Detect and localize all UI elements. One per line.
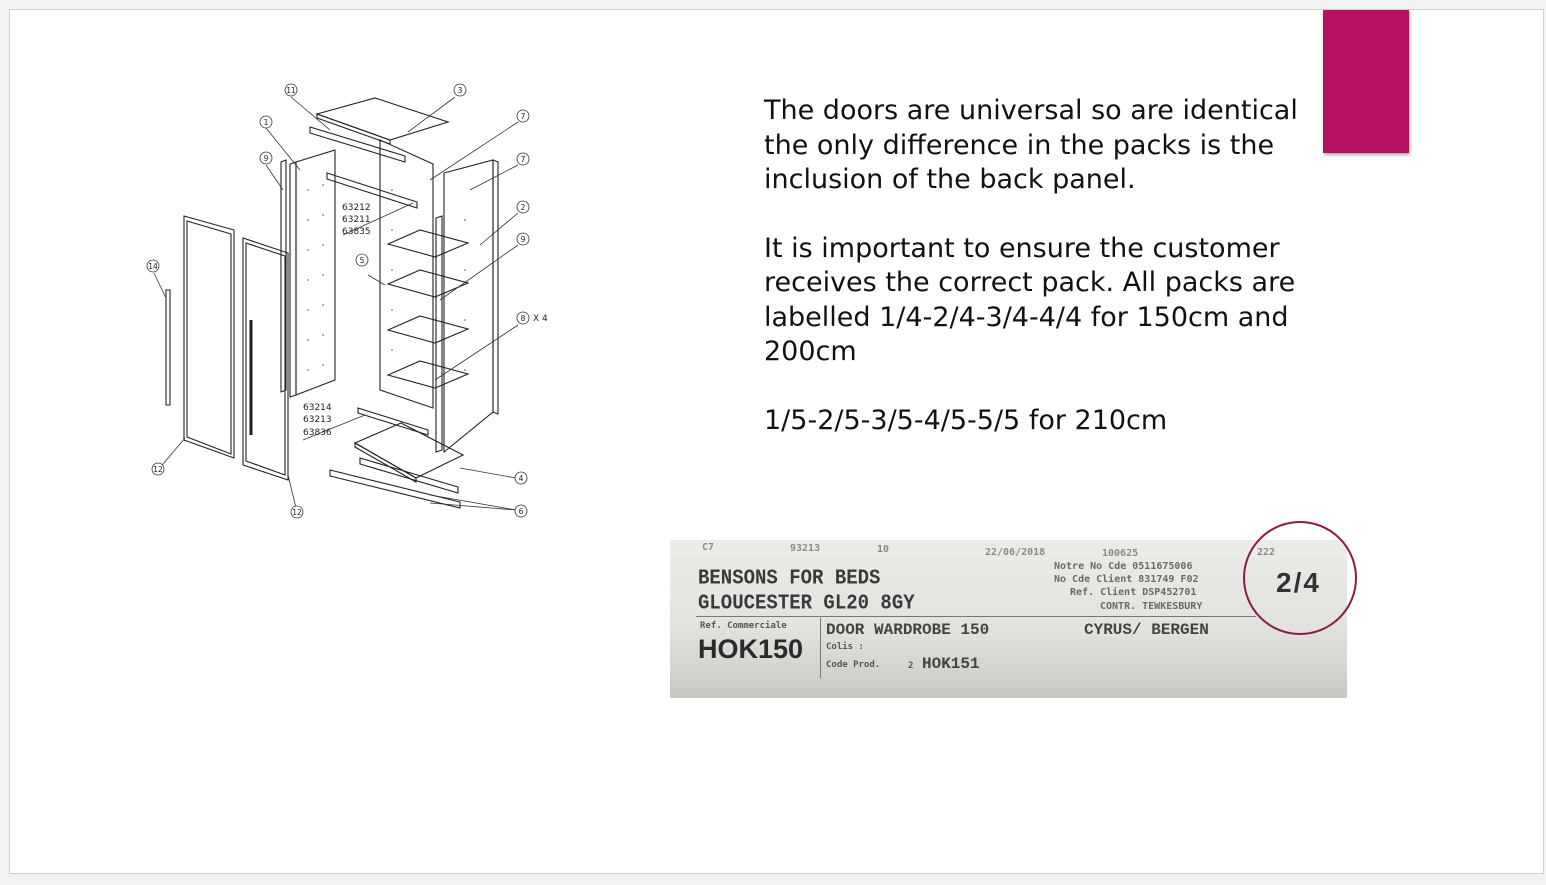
label-top-right: 222 (1257, 547, 1276, 558)
accent-bar (1323, 10, 1409, 153)
callout-1: 1 (263, 118, 269, 127)
label-contr: CONTR. TEWKESBURY (1100, 601, 1203, 612)
callout-12b: 12 (292, 508, 302, 517)
back-panel (380, 140, 433, 408)
callout-11: 11 (286, 86, 296, 95)
label-brand: BENSONS FOR BEDS (698, 565, 881, 591)
label-ref-1: Notre No Cde 0511675006 (1054, 561, 1193, 572)
label-address: GLOUCESTER GL20 8GY (698, 590, 915, 616)
hanging-rail (327, 173, 417, 208)
bottom-panel (355, 423, 463, 478)
paragraph-labelling: It is important to ensure the customer receives the correct pack. All packs are labelled 1/4-2/4-3/4-4/4 for 150cm and 200cm (764, 232, 1296, 367)
shelf-3 (388, 316, 468, 343)
top-panel (317, 98, 448, 140)
code-bottom-2: 63213 (303, 415, 332, 425)
side-panel-left (296, 150, 335, 395)
label-date: 22/06/2018 (985, 547, 1046, 558)
callout-14: 14 (148, 262, 158, 271)
callout-7b: 7 (520, 155, 526, 164)
side-panel-right (444, 160, 493, 452)
label-code-prod-num: 2 (908, 661, 914, 671)
code-top-3: 63835 (342, 227, 371, 237)
label-colis: Colis : (826, 642, 864, 652)
body-text (764, 94, 1304, 438)
callout-5: 5 (359, 256, 365, 265)
label-finish: CYRUS/ BERGEN (1084, 621, 1209, 639)
strip-right (436, 216, 442, 452)
quantity-label: X 4 (533, 314, 548, 324)
callout-8: 8 (520, 314, 526, 323)
callout-4: 4 (518, 474, 524, 483)
label-model: HOK150 (698, 634, 804, 664)
shelf-2 (388, 270, 468, 297)
label-pack-number: 2/4 (1276, 567, 1321, 598)
code-bottom-3: 63836 (303, 428, 332, 438)
callout-3: 3 (457, 86, 463, 95)
paragraph-210cm: 1/5-2/5-3/5-4/5-5/5 for 210cm (764, 404, 1168, 436)
handle (166, 290, 170, 405)
shelf-1 (388, 230, 468, 257)
callout-9a: 9 (263, 154, 269, 163)
label-ref-3: Ref. Client DSP452701 (1070, 587, 1197, 598)
shelf-4 (388, 361, 468, 388)
label-ref-2: No Cde Client 831749 F02 (1054, 574, 1199, 585)
paragraph-doors: The doors are universal so are identical the only difference in the packs is the inclusion of the back panel. (764, 95, 1298, 195)
label-code-prod-value: HOK151 (922, 655, 980, 673)
plinth-2 (360, 458, 458, 493)
label-c7: C7 (702, 542, 715, 553)
code-bottom-1: 63214 (303, 403, 332, 413)
code-top-2: 63211 (342, 215, 371, 225)
pack-highlight-circle (1243, 521, 1357, 635)
callout-7a: 7 (520, 112, 526, 121)
label-product: DOOR WARDROBE 150 (826, 621, 990, 639)
code-top-1: 63212 (342, 203, 371, 213)
callout-9b: 9 (520, 235, 526, 244)
callout-2: 2 (520, 203, 526, 212)
plinth-1 (330, 470, 460, 508)
callout-6: 6 (518, 507, 524, 516)
label-top-code: 93213 (790, 543, 821, 554)
wardrobe-exploded-diagram (130, 70, 570, 530)
slide (9, 9, 1544, 874)
label-top-qty: 10 (877, 544, 890, 555)
callout-12a: 12 (153, 465, 163, 474)
label-top-num: 100625 (1102, 548, 1139, 559)
label-ref-commercial: Ref. Commerciale (700, 621, 787, 631)
door-left (184, 216, 234, 458)
label-code-prod: Code Prod. (826, 660, 881, 670)
